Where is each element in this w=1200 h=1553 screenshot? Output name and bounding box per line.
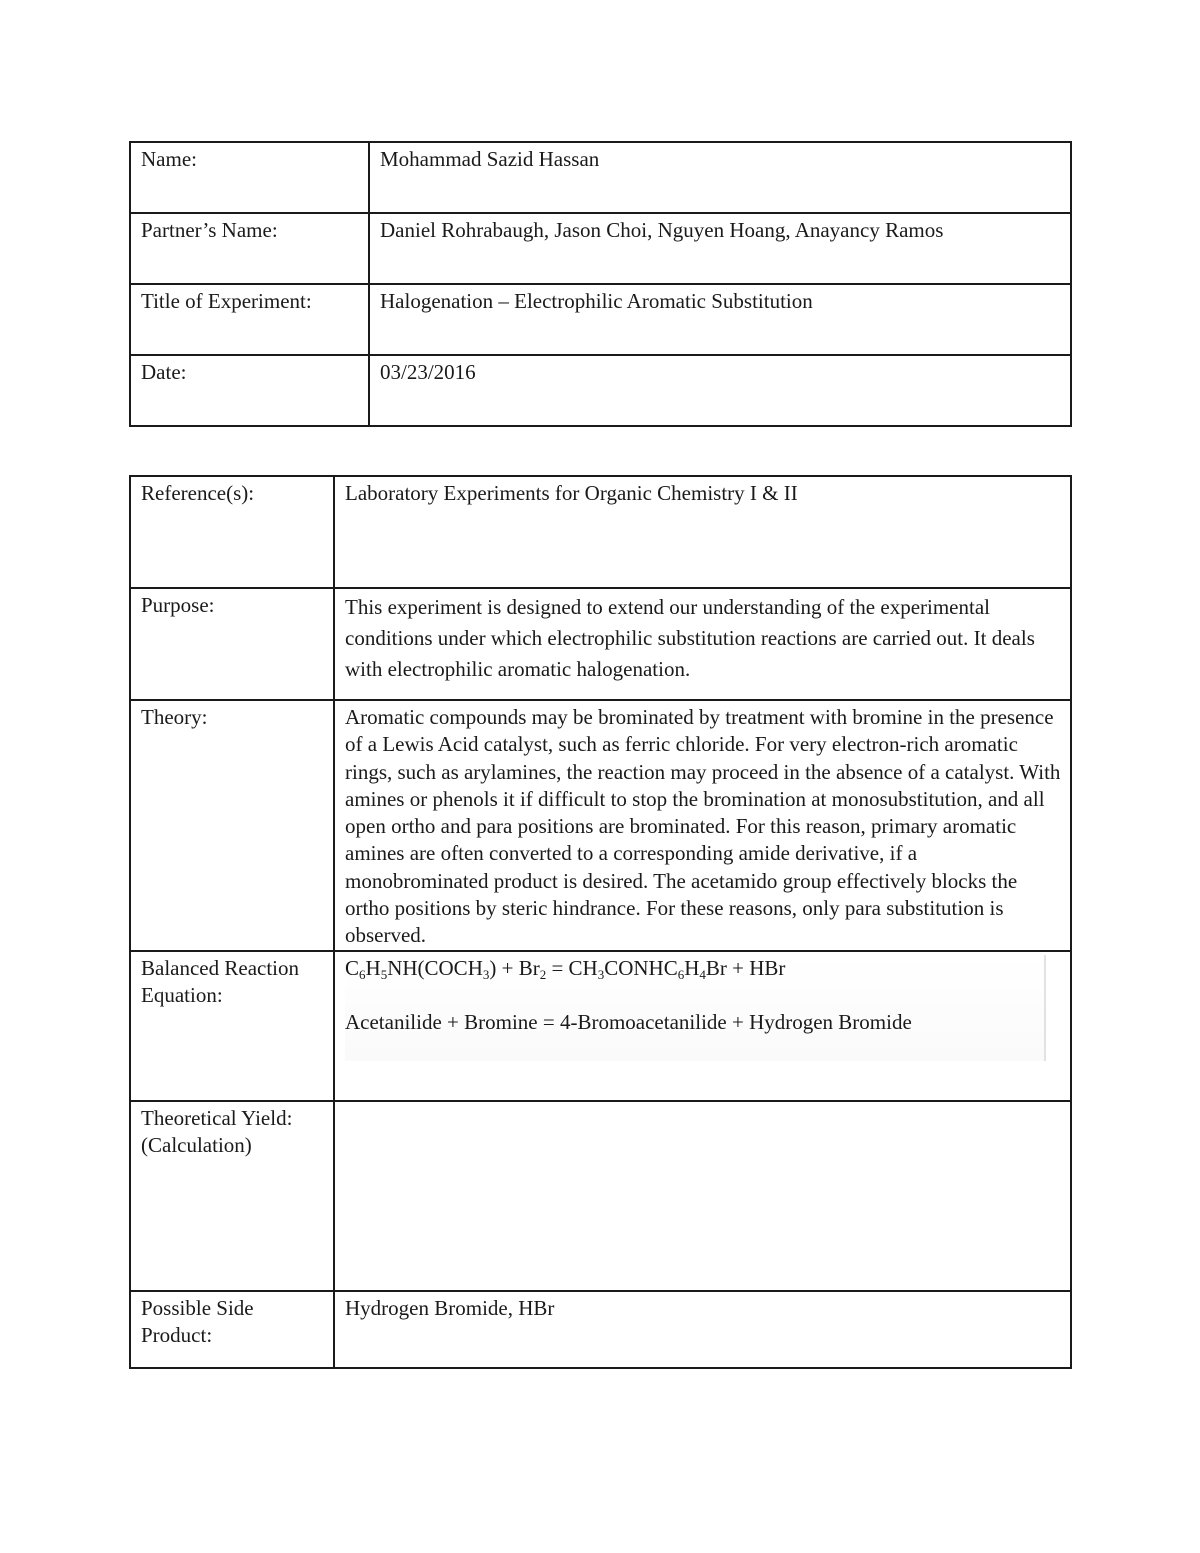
date-value: 03/23/2016 [380, 360, 476, 384]
theoretical-yield-row [130, 1101, 1071, 1291]
name-label: Name: [141, 147, 197, 171]
theoretical-yield-value [335, 1102, 1070, 1105]
equation-box [345, 955, 1046, 1061]
partners-row [130, 213, 1071, 284]
side-product-value: Hydrogen Bromide, HBr [345, 1295, 555, 1320]
equation-label-line-1: Balanced Reaction [141, 955, 300, 980]
name-value: Mohammad Sazid Hassan [380, 147, 600, 171]
purpose-value: This experiment is designed to extend our understanding of the experimental conditions under which electrophilic substitution reactions are carried out. It deals with electrophilic aromatic halogenation. [345, 595, 1035, 681]
title-value: Halogenation – Electrophilic Aromatic Substitution [380, 289, 813, 313]
partners-label: Partner’s Name: [141, 218, 278, 242]
experiment-info-table [129, 141, 1072, 427]
reference-label: Reference(s): [141, 481, 255, 505]
title-row [130, 284, 1071, 355]
theoretical-yield-label [131, 1102, 333, 1159]
reference-value: Laboratory Experiments for Organic Chemistry I & II [345, 481, 798, 505]
purpose-label: Purpose: [141, 593, 215, 617]
side-product-label-line-2: Product: [141, 1322, 213, 1347]
date-row [130, 355, 1071, 426]
theory-value: Aromatic compounds may be brominated by treatment with bromine in the presence of a Lewis Acid catalyst, such as ferric chloride. For very electron-rich aromatic rings, such as arylamines, the reaction may proceed in the absence of a catalyst. With amines or phenols it if difficult to stop the bromination at monosubstitution, and all open ortho and para positions are brominated. For this reason, primary aromatic amines are often converted to a corresponding amide derivative, if a monobrominated product is desired. The acetamido group effectively blocks the ortho positions by steric hindrance. For these reasons, only para substitution is observed. [345, 705, 1061, 948]
equation-label [131, 952, 333, 1009]
partners-value: Daniel Rohrabaugh, Jason Choi, Nguyen Hoang, Anayancy Ramos [380, 218, 944, 242]
side-product-label [131, 1292, 333, 1349]
theoretical-yield-label-line-2: (Calculation) [141, 1132, 252, 1157]
theory-row [130, 700, 1071, 951]
theory-label: Theory: [141, 705, 208, 729]
reference-row [130, 476, 1071, 588]
title-label: Title of Experiment: [141, 289, 312, 313]
purpose-row [130, 588, 1071, 700]
theoretical-yield-label-line-1: Theoretical Yield: [141, 1105, 293, 1130]
side-product-row [130, 1291, 1071, 1368]
date-label: Date: [141, 360, 187, 384]
side-product-label-line-1: Possible Side [141, 1295, 254, 1320]
chemical-equation: $C_6H_5NH(COCH_3) + Br_2$ = $CH_3CONHC_6H_4Br$ + HBr [345, 955, 786, 982]
equation-label-line-2: Equation: [141, 982, 223, 1007]
name-row [130, 142, 1071, 213]
lab-report-table [129, 475, 1072, 1369]
equation-row [130, 951, 1071, 1101]
word-equation: Acetanilide + Bromine = 4-Bromoacetanilide + Hydrogen Bromide [345, 1009, 912, 1034]
